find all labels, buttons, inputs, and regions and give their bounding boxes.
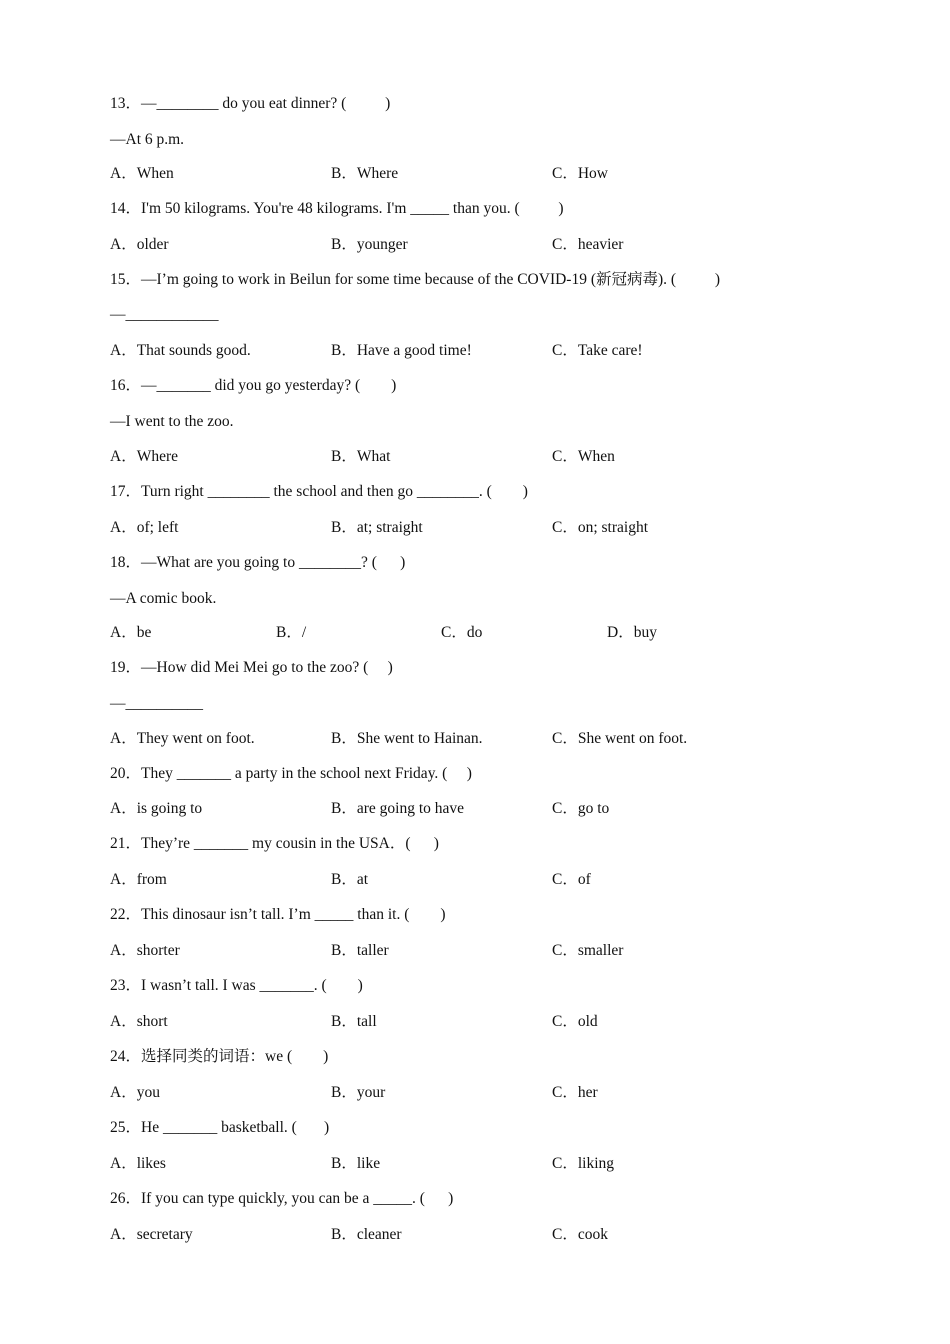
question-13-reply: —At 6 p.m. <box>110 131 185 148</box>
question-13-option-c: C．How <box>552 165 608 182</box>
question-16-option-a: A．Where <box>110 448 178 465</box>
question-19-reply: —__________ <box>110 695 203 712</box>
question-15-option-a: A．That sounds good. <box>110 342 251 359</box>
question-18-option-c: C．do <box>441 624 483 641</box>
question-19-stem: 19．—How did Mei Mei go to the zoo? ( ) <box>110 659 393 676</box>
question-16-option-c: C．When <box>552 448 615 465</box>
question-23-stem: 23．I wasn’t tall. I was _______. ( ) <box>110 977 363 994</box>
question-20-option-c: C．go to <box>552 800 610 817</box>
question-26-option-a: A．secretary <box>110 1226 193 1243</box>
question-18-option-b: B．/ <box>276 624 307 641</box>
question-17-option-a: A．of; left <box>110 519 179 536</box>
question-14-option-c: C．heavier <box>552 236 624 253</box>
question-24-option-a: A．you <box>110 1084 160 1101</box>
question-26-option-b: B．cleaner <box>331 1226 402 1243</box>
question-24-option-c: C．her <box>552 1084 598 1101</box>
question-21-stem: 21．They’re _______ my cousin in the USA．( ) <box>110 835 439 852</box>
question-22-option-a: A．shorter <box>110 942 180 959</box>
question-14-option-a: A．older <box>110 236 169 253</box>
question-25-option-b: B．like <box>331 1155 381 1172</box>
question-26-stem: 26．If you can type quickly, you can be a _____. ( ) <box>110 1190 454 1207</box>
question-19-option-c: C．She went on foot. <box>552 730 688 747</box>
question-17-stem: 17．Turn right ________ the school and then go ________. ( ) <box>110 483 528 500</box>
question-21-option-a: A．from <box>110 871 167 888</box>
question-14-option-b: B．younger <box>331 236 408 253</box>
question-15-option-b: B．Have a good time! <box>331 342 472 359</box>
question-25-stem: 25．He _______ basketball. ( ) <box>110 1119 330 1136</box>
question-15-reply: —____________ <box>110 306 219 323</box>
question-25-option-a: A．likes <box>110 1155 166 1172</box>
question-19-option-a: A．They went on foot. <box>110 730 255 747</box>
question-13-option-a: A．When <box>110 165 174 182</box>
question-26-option-c: C．cook <box>552 1226 608 1243</box>
question-22-stem: 22．This dinosaur isn’t tall. I’m _____ than it. ( ) <box>110 906 446 923</box>
question-15-option-c: C．Take care! <box>552 342 643 359</box>
question-21-option-c: C．of <box>552 871 591 888</box>
question-19-option-b: B．She went to Hainan. <box>331 730 483 747</box>
question-23-option-a: A．short <box>110 1013 168 1030</box>
question-18-option-a: A．be <box>110 624 152 641</box>
question-18-option-d: D．buy <box>607 624 657 641</box>
question-16-stem: 16．—_______ did you go yesterday? ( ) <box>110 377 397 394</box>
question-17-option-b: B．at; straight <box>331 519 423 536</box>
question-18-reply: —A comic book. <box>110 590 217 607</box>
question-16-reply: —I went to the zoo. <box>110 413 234 430</box>
question-22-option-c: C．smaller <box>552 942 624 959</box>
question-22-option-b: B．taller <box>331 942 389 959</box>
question-23-option-c: C．old <box>552 1013 598 1030</box>
question-20-option-b: B．are going to have <box>331 800 465 817</box>
question-25-option-c: C．liking <box>552 1155 615 1172</box>
question-23-option-b: B．tall <box>331 1013 377 1030</box>
question-14-stem: 14．I'm 50 kilograms. You're 48 kilograms. I'm _____ than you. ( ) <box>110 200 564 217</box>
question-15-stem: 15．—I’m going to work in Beilun for some time because of the COVID-19 (新冠病毒). ( ) <box>110 271 720 288</box>
question-17-option-c: C．on; straight <box>552 519 649 536</box>
question-13-option-b: B．Where <box>331 165 399 182</box>
question-24-stem: 24．选择同类的词语：we ( ) <box>110 1048 329 1065</box>
question-18-stem: 18．—What are you going to ________? ( ) <box>110 554 406 571</box>
question-13-stem: 13．—________ do you eat dinner? ( ) <box>110 95 391 112</box>
question-21-option-b: B．at <box>331 871 369 888</box>
question-24-option-b: B．your <box>331 1084 386 1101</box>
question-16-option-b: B．What <box>331 448 391 465</box>
question-20-option-a: A．is going to <box>110 800 203 817</box>
question-20-stem: 20．They _______ a party in the school next Friday. ( ) <box>110 765 472 782</box>
